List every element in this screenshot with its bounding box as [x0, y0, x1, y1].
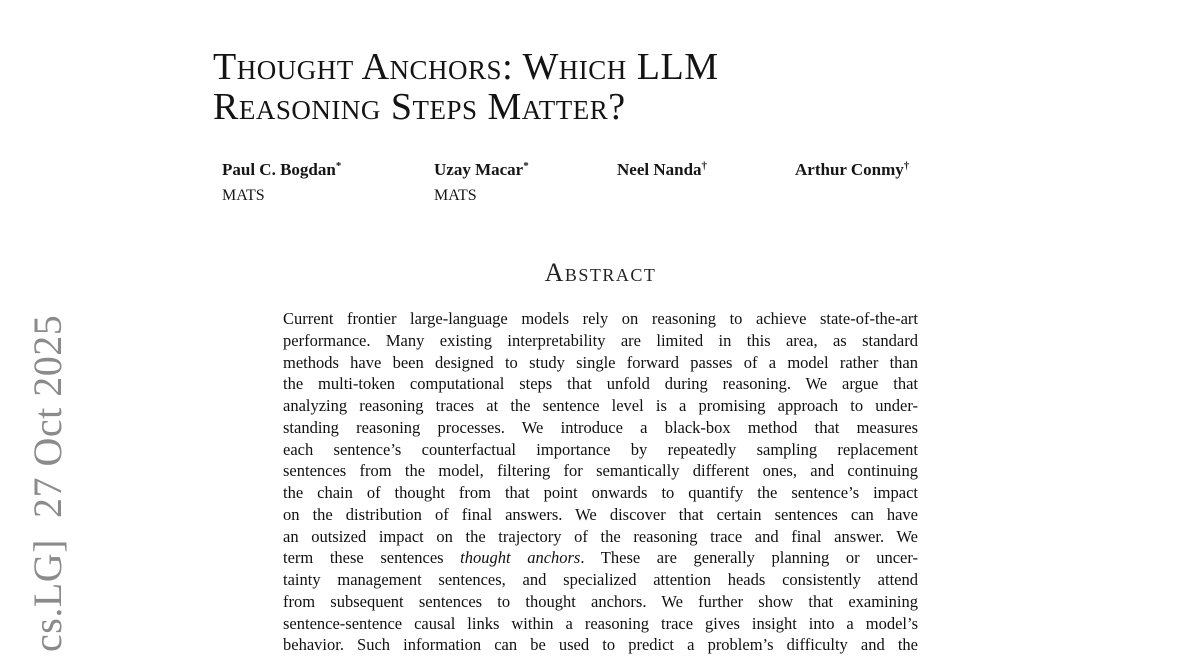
author-footnote-marker: * [523, 160, 529, 172]
title-line-1: Thought Anchors: Which LLM [213, 46, 719, 88]
author-block-4 [795, 159, 909, 185]
abstract-line [283, 613, 918, 635]
page-title [213, 47, 719, 127]
abstract-line [283, 308, 918, 330]
abstract-line [283, 460, 918, 482]
author-name [434, 159, 529, 183]
abstract-text: standing reasoning processes. We introduce a black-box method that measures [283, 417, 918, 437]
author-affiliation: MATS [222, 187, 265, 204]
author-block-3 [617, 159, 707, 185]
abstract-text: behavior. Such information can be used to predict a problem’s difficulty and the [283, 635, 918, 655]
author-name-text: Arthur Conmy [795, 160, 904, 179]
abstract-text: term these sentences [283, 548, 461, 568]
author-name-text: Uzay Macar [434, 160, 524, 179]
abstract-line [283, 526, 918, 548]
author-name-text: Neel Nanda [617, 160, 702, 179]
abstract-text: from subsequent sentences to thought anchors. We further show that examining [283, 591, 918, 611]
abstract-body [283, 308, 918, 656]
abstract-text: . These are generally planning or uncer- [580, 548, 919, 568]
abstract-line [283, 330, 918, 352]
abstract-text: on the distribution of final answers. We discover that certain sentences can have [283, 504, 918, 524]
abstract-text: an outsized impact on the trajectory of the reasoning trace and final answer. We [283, 526, 918, 546]
abstract-text: performance. Many existing interpretability are limited in this area, as standard [283, 330, 918, 350]
arxiv-stamp: cs.LG] 27 Oct 2025 [25, 314, 70, 652]
abstract-line [283, 591, 918, 613]
author-footnote-marker: † [903, 160, 910, 172]
abstract-line [283, 417, 918, 439]
abstract-line [283, 634, 918, 656]
author-name-text: Paul C. Bogdan [222, 160, 336, 179]
abstract-line [283, 504, 918, 526]
abstract-line [283, 569, 918, 591]
abstract-text: the multi-token computational steps that unfold during reasoning. We argue that [283, 374, 918, 394]
author-block-1 [222, 159, 341, 206]
abstract-line [283, 373, 918, 395]
author-footnote-marker: * [335, 160, 342, 172]
abstract-line [283, 352, 918, 374]
abstract-line [283, 482, 918, 504]
abstract-text: the chain of thought from that point onwards to quantify the sentence’s impact [283, 483, 918, 502]
title-line-2: Reasoning Steps Matter? [213, 86, 626, 128]
abstract-text: analyzing reasoning traces at the sentence level is a promising approach to under- [283, 396, 918, 415]
abstract-text: sentence-sentence causal links within a reasoning trace gives insight into a model’s [283, 613, 918, 633]
abstract-text: sentences from the model, filtering for semantically different ones, and continuing [283, 461, 918, 481]
author-name [617, 159, 707, 183]
author-affiliation: MATS [434, 187, 477, 204]
abstract-text: Current frontier large-language models rely on reasoning to achieve state-of-the-art [283, 309, 918, 328]
abstract-line [283, 439, 918, 461]
author-name [795, 159, 909, 183]
abstract-line [283, 547, 918, 569]
author-block-2 [434, 159, 529, 206]
author-footnote-marker: † [701, 160, 708, 172]
abstract-heading: Abstract [544, 258, 657, 287]
abstract-text: each sentence’s counterfactual importance by repeatedly sampling replacement [283, 439, 918, 459]
author-name [222, 159, 341, 183]
abstract-text: methods have been designed to study single forward passes of a model rather than [283, 352, 918, 372]
abstract-text: tainty management sentences, and specialized attention heads consistently attend [283, 570, 918, 589]
abstract-line [283, 395, 918, 417]
abstract-italic-text: thought anchors [460, 548, 581, 568]
